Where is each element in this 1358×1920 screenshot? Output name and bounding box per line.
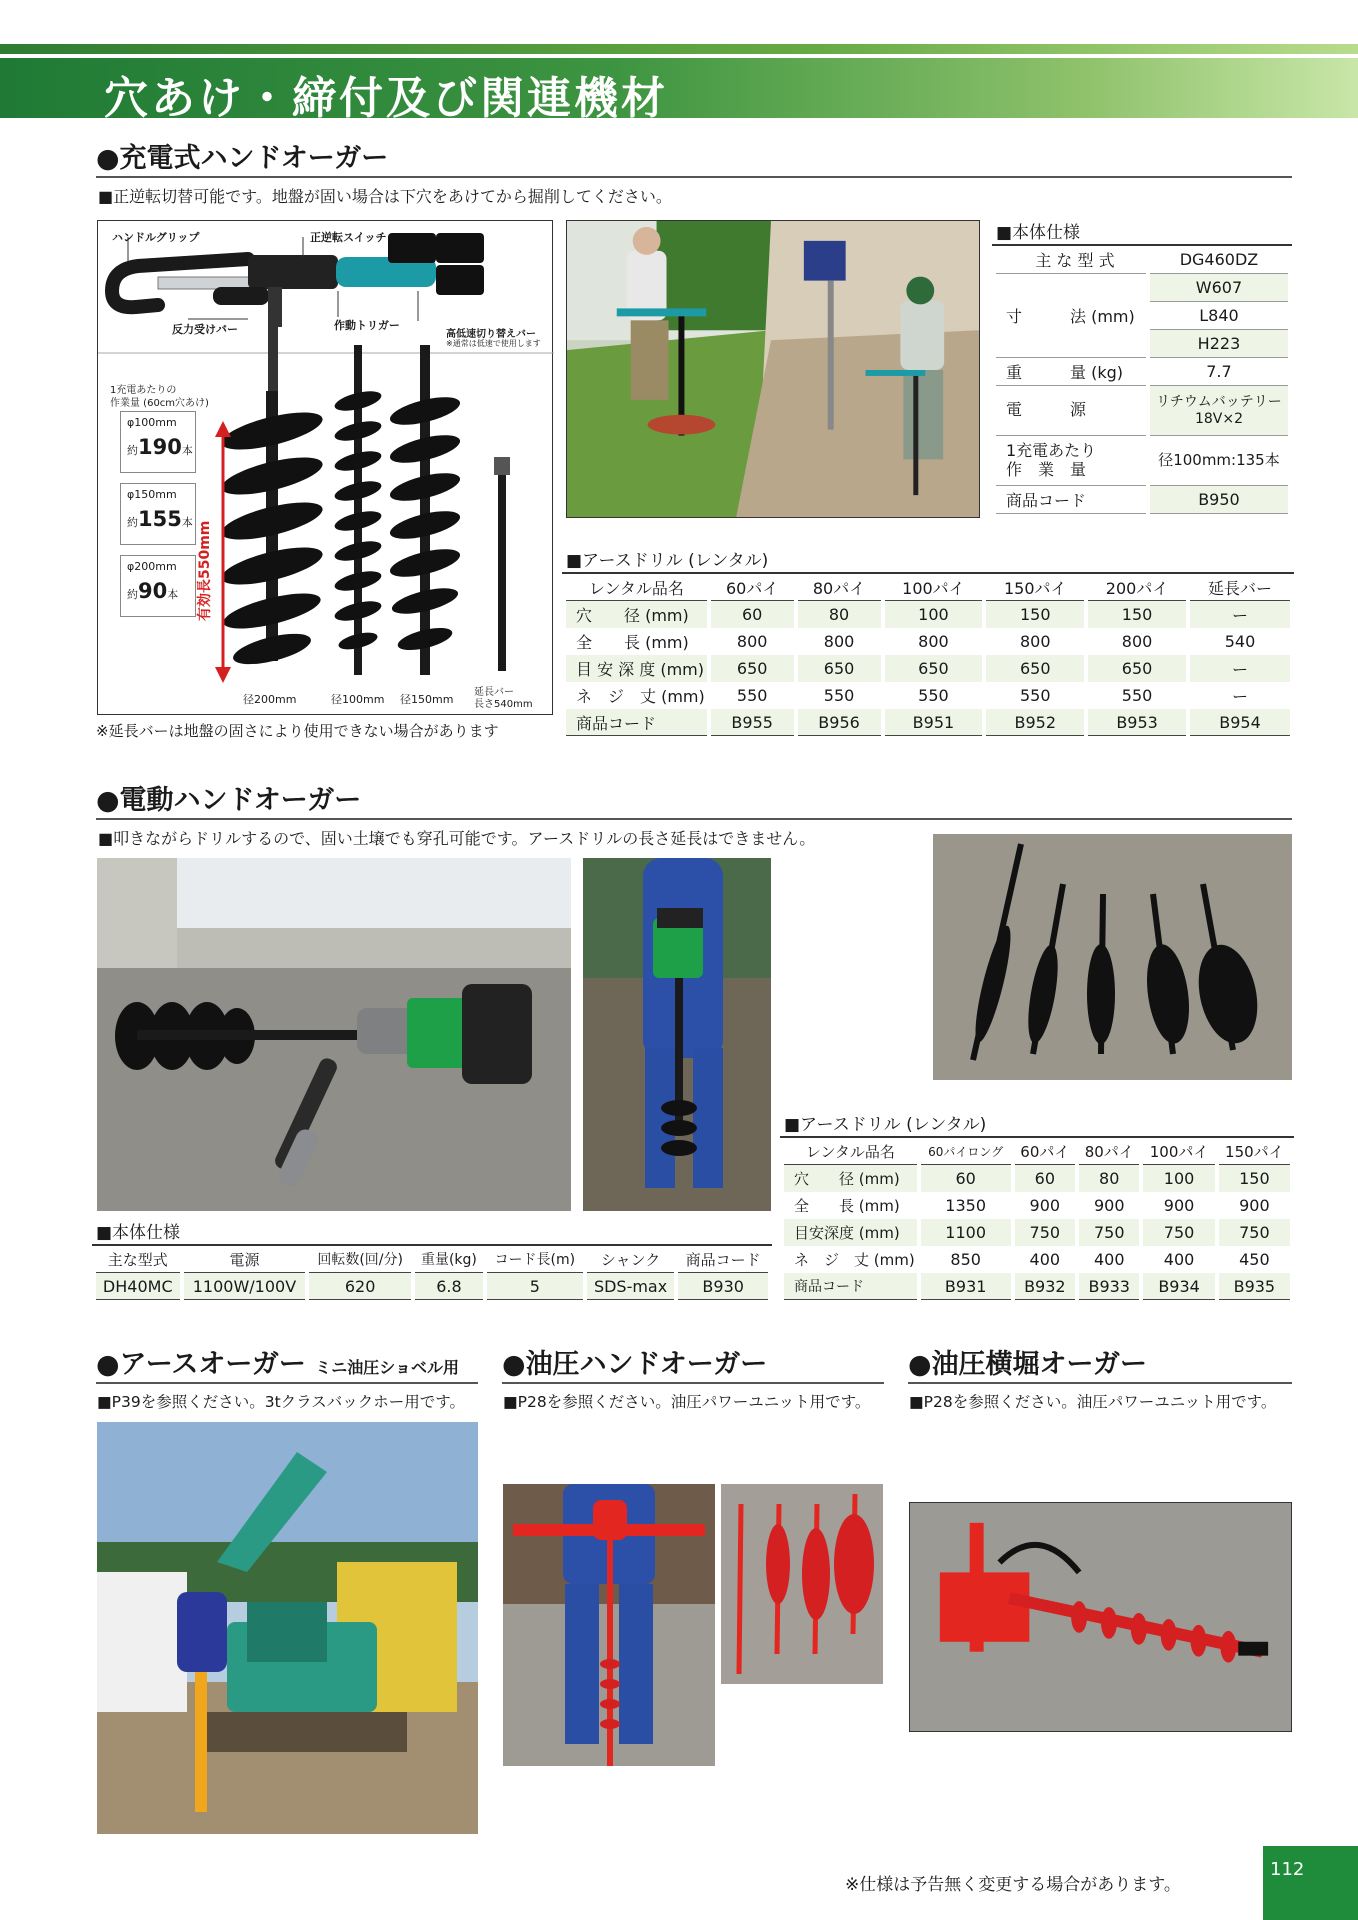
cell: 60 xyxy=(711,601,794,628)
spec-label: 商品コード xyxy=(996,486,1146,514)
cell: 800 xyxy=(918,632,949,651)
cell: 750 xyxy=(1143,1219,1214,1246)
work-amount-title-2: 作業量 (60cm穴あけ) xyxy=(110,398,209,409)
spec-row-dim xyxy=(996,274,1288,302)
work-box-200 xyxy=(120,555,196,617)
electric-auger-photo xyxy=(97,858,571,1211)
electric-spec-table xyxy=(92,1244,772,1300)
cell: 650 xyxy=(885,655,983,682)
cell: ー xyxy=(1190,655,1290,682)
ext-bar-label: 延長バー xyxy=(474,687,514,698)
spec-label: 主 な 型 式 xyxy=(996,246,1146,274)
table-row xyxy=(784,1192,1290,1219)
callout-reaction-bar: 反力受けバー xyxy=(172,323,238,336)
header-cell: 回転数(回/分) xyxy=(309,1246,411,1273)
work-box-150 xyxy=(120,483,196,545)
spec-value: H223 xyxy=(1150,330,1288,358)
table-row xyxy=(784,1246,1290,1273)
cell: 750 xyxy=(1079,1219,1139,1246)
header-cell: 電源 xyxy=(184,1246,306,1273)
spec-row-weight xyxy=(996,358,1288,386)
cell: 540 xyxy=(1224,632,1256,651)
drill-heading: ■アースドリル (レンタル) xyxy=(784,1115,987,1135)
section-rule xyxy=(96,1382,478,1384)
spec-label-2: 作 業 量 xyxy=(1006,459,1087,479)
section-rule xyxy=(502,1382,884,1384)
header-cell: 200パイ xyxy=(1088,574,1186,601)
cell: 550 xyxy=(1019,686,1051,705)
ext-bar-length: 長さ540mm xyxy=(474,699,533,710)
row-label: 穴 径 (mm) xyxy=(566,601,707,628)
header-cell: レンタル品名 xyxy=(566,574,707,601)
electric-auger-bits-photo xyxy=(933,834,1292,1080)
spec-row-model xyxy=(996,246,1288,274)
section-title-cordless-auger: ●充電式ハンドオーガー xyxy=(96,143,389,174)
cell: 150 xyxy=(1088,601,1186,628)
work-qty-prefix: 約 xyxy=(127,516,138,529)
callout-speed-lever: 高低速切り替えバー xyxy=(446,329,536,340)
drill-table-header xyxy=(566,574,1290,601)
effective-length-label: 有効長550mm xyxy=(197,520,213,621)
work-size: φ200mm xyxy=(127,560,177,573)
cell: 800 xyxy=(1019,632,1051,651)
cell: 100 xyxy=(1143,1165,1214,1192)
header-cell: 60パイ xyxy=(1015,1138,1075,1165)
section-title-hydraulic-horizontal-auger: ●油圧横堀オーガー xyxy=(908,1349,1148,1380)
cell: 750 xyxy=(1219,1219,1290,1246)
header-cell: 60パイロング xyxy=(921,1138,1011,1165)
cell: 150 xyxy=(1219,1165,1290,1192)
bit-label-100: 径100mm xyxy=(331,693,385,706)
cell: 100 xyxy=(885,601,983,628)
cell: 1100W/100V xyxy=(184,1273,306,1300)
header-cell: 150パイ xyxy=(986,574,1084,601)
work-amount-title-1: 1充電あたりの xyxy=(110,385,177,396)
header-cell: 100パイ xyxy=(1143,1138,1214,1165)
spec-value: W607 xyxy=(1150,274,1288,302)
cell: B955 xyxy=(711,709,794,736)
cell: 650 xyxy=(711,655,794,682)
cell: B954 xyxy=(1190,709,1290,736)
cell: 650 xyxy=(798,655,881,682)
header-cell: 重量(kg) xyxy=(415,1246,483,1273)
cell: B956 xyxy=(798,709,881,736)
spec-label: 重 量 (kg) xyxy=(996,358,1146,386)
electric-drill-table xyxy=(780,1136,1294,1300)
cell: 550 xyxy=(736,686,768,705)
cell: 1350 xyxy=(945,1196,987,1215)
cell: ー xyxy=(1231,687,1248,706)
cell: 450 xyxy=(1239,1250,1270,1269)
cell: 60 xyxy=(921,1165,1011,1192)
spec-row-power xyxy=(996,386,1288,436)
spec-value: B950 xyxy=(1150,486,1288,514)
hydraulic-hand-auger-bits-photo xyxy=(721,1484,883,1684)
table-row xyxy=(566,682,1290,709)
table-row xyxy=(566,628,1290,655)
section-title-electric-auger: ●電動ハンドオーガー xyxy=(96,785,362,816)
spec-heading: ■本体仕様 xyxy=(96,1223,181,1243)
cell: B935 xyxy=(1219,1273,1290,1300)
electric-auger-use-photo xyxy=(583,858,771,1211)
cell: 80 xyxy=(1079,1165,1139,1192)
spec-row-work xyxy=(996,436,1288,486)
cell: 60 xyxy=(1015,1165,1075,1192)
header-cell: 60パイ xyxy=(711,574,794,601)
section-rule xyxy=(96,818,1292,820)
row-label: 全 長 (mm) xyxy=(794,1197,900,1215)
header-cell: 80パイ xyxy=(798,574,881,601)
spec-heading: ■本体仕様 xyxy=(996,223,1081,243)
spec-value: 径100mm:135本 xyxy=(1150,436,1288,486)
hydraulic-horizontal-auger-photo xyxy=(909,1502,1292,1732)
work-qty-prefix: 約 xyxy=(127,444,138,457)
horizontal-auger-photo-art xyxy=(910,1503,1291,1731)
cordless-auger-diagram xyxy=(97,220,553,715)
footer-note: ※仕様は予告無く変更する場合があります。 xyxy=(845,1875,1181,1895)
section-note: ■正逆転切替可能です。地盤が固い場合は下穴をあけてから掘削してください。 xyxy=(98,187,672,206)
work-size: φ100mm xyxy=(127,416,177,429)
electric-auger-bits-photo-art xyxy=(933,834,1292,1080)
drill-heading: ■アースドリル (レンタル) xyxy=(566,551,769,571)
cell: 550 xyxy=(918,686,949,705)
spec-label: 電 源 xyxy=(996,386,1146,436)
cell: B952 xyxy=(986,709,1084,736)
page-number-box xyxy=(1263,1846,1358,1920)
cell: B953 xyxy=(1088,709,1186,736)
section-rule xyxy=(908,1382,1292,1384)
cell: 150 xyxy=(986,601,1084,628)
page-number: 112 xyxy=(1270,1859,1305,1880)
cell: 400 xyxy=(1029,1250,1061,1269)
earth-auger-excavator-photo xyxy=(97,1422,478,1834)
cell: 6.8 xyxy=(415,1273,483,1300)
spec-label: 1充電あたり xyxy=(1006,441,1097,461)
table-row xyxy=(784,1219,1290,1246)
spec-value-2: 18V×2 xyxy=(1194,410,1243,427)
header-cell: コード長(m) xyxy=(487,1246,583,1273)
electric-auger-photo-art xyxy=(97,858,571,1211)
header-cell: 100パイ xyxy=(885,574,983,601)
cell: 800 xyxy=(1121,632,1153,651)
cordless-spec-table xyxy=(992,244,1292,514)
cordless-auger-photo-art xyxy=(567,221,979,517)
header-cell: シャンク xyxy=(587,1246,675,1273)
spec-value: リチウムバッテリー xyxy=(1156,394,1282,411)
work-qty: 155 xyxy=(138,507,182,531)
work-qty-unit: 本 xyxy=(181,444,193,457)
cell: DH40MC xyxy=(96,1273,180,1300)
cell: B930 xyxy=(678,1273,768,1300)
cordless-drill-table xyxy=(562,572,1294,736)
section-rule xyxy=(96,176,1292,178)
header-cell: 商品コード xyxy=(678,1246,768,1273)
table-row xyxy=(784,1273,1290,1300)
cell: B932 xyxy=(1015,1273,1075,1300)
table-row xyxy=(566,601,1290,628)
cell: 1100 xyxy=(921,1219,1011,1246)
cell: B931 xyxy=(921,1273,1011,1300)
electric-auger-use-photo-art xyxy=(583,858,771,1211)
cell: 650 xyxy=(1088,655,1186,682)
cell: SDS-max xyxy=(587,1273,675,1300)
work-box-100 xyxy=(120,411,196,473)
row-label: 目 安 深 度 (mm) xyxy=(566,655,707,682)
row-label: 商品コード xyxy=(566,709,707,736)
work-qty: 90 xyxy=(138,579,168,603)
section-note: ■叩きながらドリルするので、固い土壌でも穿孔可能です。アースドリルの長さ延長はできません。 xyxy=(98,829,816,848)
cell: 620 xyxy=(309,1273,411,1300)
cell: B933 xyxy=(1079,1273,1139,1300)
ext-bar-note: ※延長バーは地盤の固さにより使用できない場合があります xyxy=(96,722,499,740)
header-cell: 延長バー xyxy=(1190,574,1290,601)
work-qty-prefix: 約 xyxy=(127,588,138,601)
header-cell: 主な型式 xyxy=(96,1246,180,1273)
spec-value: DG460DZ xyxy=(1150,246,1288,274)
work-qty-unit: 本 xyxy=(167,588,179,601)
row-label: 全 長 (mm) xyxy=(576,633,689,652)
header-cell: 150パイ xyxy=(1219,1138,1290,1165)
callout-direction-switch: 正逆転スイッチ xyxy=(310,231,387,244)
cell: 550 xyxy=(1121,686,1153,705)
drill-table-header xyxy=(784,1138,1290,1165)
hydraulic-hand-auger-photo xyxy=(503,1484,715,1766)
spec-value: L840 xyxy=(1150,302,1288,330)
row-label: ネ ジ 丈 (mm) xyxy=(576,687,705,706)
callout-handle-grip: ハンドルグリップ xyxy=(112,231,200,244)
spec-label: 寸 法 (mm) xyxy=(996,274,1146,358)
section-title-earth-auger xyxy=(96,1342,459,1381)
row-label: 目安深度 (mm) xyxy=(784,1219,917,1246)
header-accent-line xyxy=(0,44,1358,54)
row-label: 商品コード xyxy=(784,1273,917,1300)
row-label: 穴 径 (mm) xyxy=(784,1165,917,1192)
cell: B951 xyxy=(885,709,983,736)
cell: 750 xyxy=(1015,1219,1075,1246)
hydraulic-hand-auger-photo-art xyxy=(503,1484,715,1766)
section-title-hydraulic-hand-auger: ●油圧ハンドオーガー xyxy=(502,1349,768,1380)
cell: 5 xyxy=(487,1273,583,1300)
page-title: 穴あけ・締付及び関連機材 xyxy=(104,73,668,124)
table-row xyxy=(566,655,1290,682)
cell: 80 xyxy=(798,601,881,628)
bit-label-150: 径150mm xyxy=(400,693,454,706)
cell: 650 xyxy=(986,655,1084,682)
callout-speed-note: ※通常は低速で使用します xyxy=(446,339,541,348)
cell: 400 xyxy=(1093,1250,1125,1269)
cordless-auger-photo xyxy=(566,220,980,518)
work-qty: 190 xyxy=(138,435,182,459)
cell: 900 xyxy=(1093,1196,1125,1215)
hydraulic-bits-photo-art xyxy=(721,1484,883,1684)
title-sub: ミニ油圧ショベル用 xyxy=(315,1358,459,1377)
cell: B934 xyxy=(1143,1273,1214,1300)
spec-value: 7.7 xyxy=(1150,358,1288,386)
header-cell: レンタル品名 xyxy=(784,1138,917,1165)
table-row xyxy=(784,1165,1290,1192)
cell: 900 xyxy=(1163,1196,1195,1215)
cell: 550 xyxy=(823,686,855,705)
header-cell: 80パイ xyxy=(1079,1138,1139,1165)
work-size: φ150mm xyxy=(127,488,177,501)
callout-trigger: 作動トリガー xyxy=(334,319,400,332)
table-row xyxy=(96,1273,768,1300)
section-note: ■P28を参照ください。油圧パワーユニット用です。 xyxy=(909,1393,1277,1411)
spec-row-code xyxy=(996,486,1288,514)
cell: 800 xyxy=(736,632,768,651)
cell: 850 xyxy=(950,1250,981,1269)
work-qty-unit: 本 xyxy=(181,516,193,529)
row-label: ネ ジ 丈 (mm) xyxy=(794,1251,915,1269)
section-note: ■P28を参照ください。油圧パワーユニット用です。 xyxy=(503,1393,871,1411)
cell: 400 xyxy=(1163,1250,1195,1269)
excavator-photo-art xyxy=(97,1422,478,1834)
cell: 900 xyxy=(1029,1196,1061,1215)
section-note: ■P39を参照ください。3tクラスバックホー用です。 xyxy=(97,1393,465,1411)
cell: 900 xyxy=(1239,1196,1270,1215)
cell: ー xyxy=(1190,601,1290,628)
bit-label-200: 径200mm xyxy=(243,693,297,706)
title-main: ●アースオーガー xyxy=(96,1349,306,1380)
table-row xyxy=(566,709,1290,736)
cell: 800 xyxy=(823,632,855,651)
spec-table-header xyxy=(96,1246,768,1273)
